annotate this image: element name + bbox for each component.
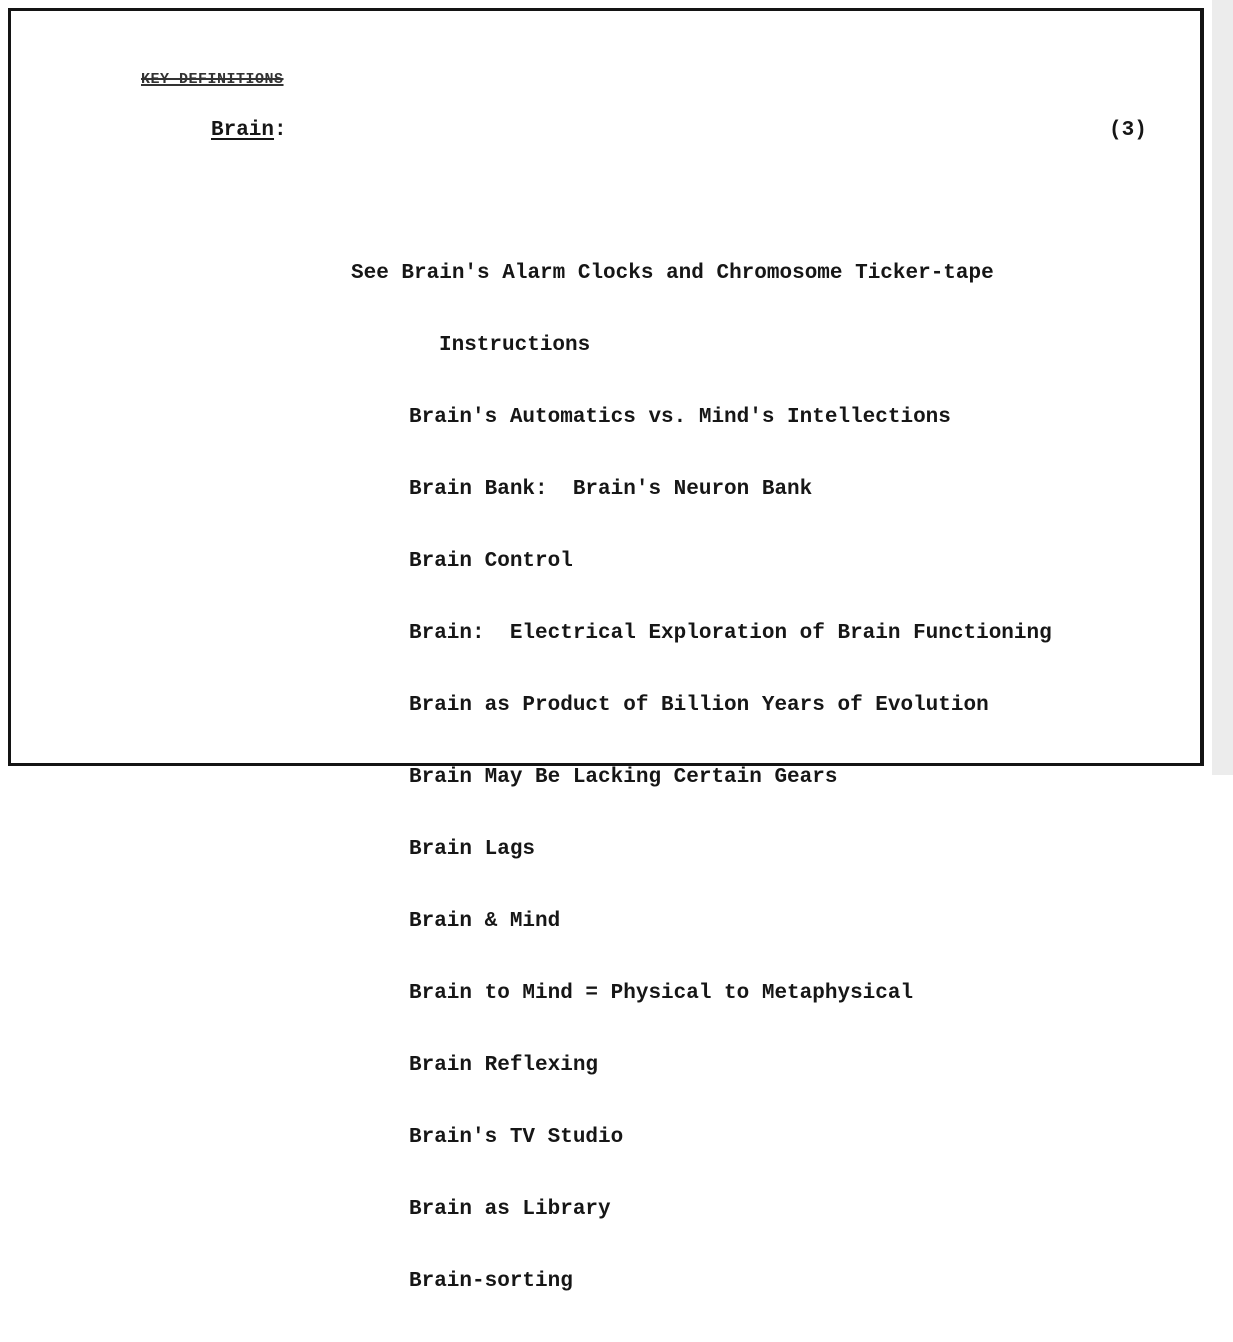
index-card bbox=[8, 8, 1204, 1293]
entry-term bbox=[211, 119, 287, 142]
reference-item: Brain Bank: Brain's Neuron Bank bbox=[409, 478, 813, 501]
reference-item: Brain: Electrical Exploration of Brain Functioning bbox=[409, 622, 1052, 645]
reference-item: Brain Control bbox=[409, 550, 573, 573]
see-label: See bbox=[351, 262, 389, 285]
reference-item: Brain to Mind = Physical to Metaphysical bbox=[409, 982, 914, 1005]
reference-item: Brain Lags bbox=[409, 838, 536, 861]
entry-term-word: Brain bbox=[211, 119, 275, 142]
reference-continuation: Instructions bbox=[439, 334, 591, 357]
see-row bbox=[351, 262, 1052, 286]
reference-item: Brain's Alarm Clocks and Chromosome Ticker-tape bbox=[401, 262, 994, 285]
reference-item: Brain May Be Lacking Certain Gears bbox=[409, 766, 838, 789]
reference-item: Brain-sorting bbox=[409, 1270, 573, 1293]
reference-item: Brain's TV Studio bbox=[409, 1126, 624, 1149]
reference-item: Brain as Library bbox=[409, 1198, 611, 1221]
reference-item: Brain & Mind bbox=[409, 910, 561, 933]
reference-list bbox=[351, 214, 1052, 1342]
reference-item: Brain as Product of Billion Years of Evolution bbox=[409, 694, 989, 717]
page-number: (3) bbox=[1109, 119, 1147, 142]
reference-item: Brain's Automatics vs. Mind's Intellections bbox=[409, 406, 951, 429]
scan-margin bbox=[1212, 0, 1233, 775]
entry-term-colon: : bbox=[274, 119, 287, 142]
reference-item: Brain Reflexing bbox=[409, 1054, 599, 1077]
struck-heading: KEY DEFINITIONS bbox=[141, 71, 284, 88]
